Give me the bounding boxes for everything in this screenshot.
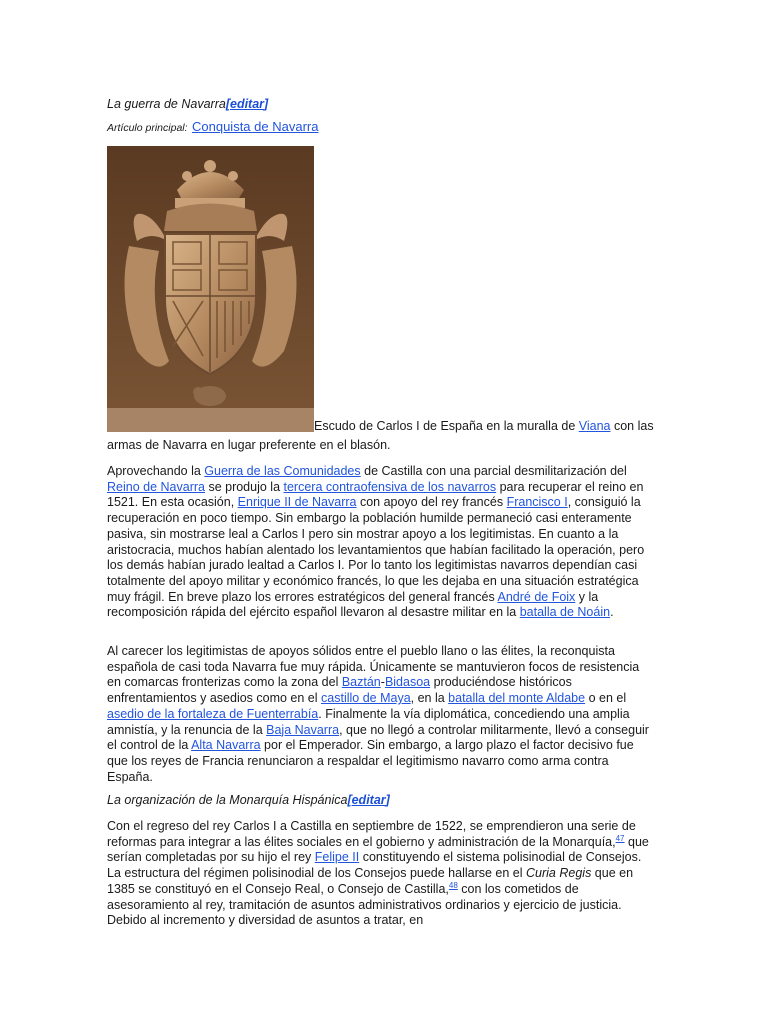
edit-bracket-open: [ xyxy=(347,793,352,807)
inline-link[interactable]: Baztán xyxy=(341,675,381,690)
paragraph-text: - xyxy=(380,675,385,690)
paragraph-text: se produjo la xyxy=(204,479,284,494)
inline-link[interactable]: Enrique II de Navarra xyxy=(237,495,357,510)
paragraph-text: o en el xyxy=(585,691,627,706)
paragraph-text: por el Emperador. Sin embargo, a largo plazo el factor decisivo fue que los reyes de Francia renunciaron a respaldar el legitimismo navarro como arma contra España. xyxy=(107,738,634,784)
caption-link-viana[interactable]: Viana xyxy=(578,419,611,433)
paragraph-text: con apoyo del rey francés xyxy=(356,495,507,510)
inline-link[interactable]: Francisco I xyxy=(506,495,568,510)
paragraph xyxy=(107,819,655,929)
paragraph-text: produciéndose históricos enfrentamientos y asedios como en el xyxy=(107,675,572,706)
paragraph-text: Con el regreso del rey Carlos I a Castilla en septiembre de 1522, se emprendieron una serie de reformas para integrar a las élites sociales en el gobierno y administración de la Monarquía, xyxy=(107,819,636,849)
main-article-label: Artículo principal: xyxy=(107,122,188,134)
coat-of-arms-image xyxy=(107,146,314,432)
edit-bracket-close: ] xyxy=(385,793,390,807)
italic-text: Curia Regis xyxy=(526,866,592,881)
inline-link[interactable]: asedio de la fortaleza de Fuenterrabía xyxy=(107,706,319,721)
edit-bracket-close: ] xyxy=(264,97,269,111)
inline-link[interactable]: batalla de Noáin xyxy=(519,605,611,620)
inline-link[interactable]: André de Foix xyxy=(497,589,576,604)
coat-of-arms-illustration xyxy=(107,146,314,432)
inline-link[interactable]: batalla del monte Aldabe xyxy=(448,691,586,706)
paragraph-text: . xyxy=(610,605,614,620)
inline-link[interactable]: Guerra de las Comunidades xyxy=(204,464,361,478)
image-caption xyxy=(107,417,655,455)
edit-bracket-open: [ xyxy=(225,97,230,111)
caption-text: Escudo de Carlos I de España en la muralla de xyxy=(314,419,579,433)
inline-link[interactable]: Reino de Navarra xyxy=(107,479,205,494)
paragraph xyxy=(107,644,655,785)
paragraph-text: con los cometidos de asesoramiento al rey, tramitación de asuntos administrativos ordinarios y ejercicio de justicia. Debido al incremento y diversidad de asuntos a tratar, en xyxy=(107,881,622,928)
section-heading-organizacion xyxy=(107,793,390,807)
paragraph-text: y la recomposición rápida del ejército español llevaron al desastre militar en la xyxy=(107,589,599,620)
inline-link[interactable]: Alta Navarra xyxy=(191,738,261,753)
paragraph-text: que serían completadas por su hijo el rey xyxy=(107,834,649,865)
main-article-note xyxy=(107,118,318,136)
edit-link[interactable]: editar xyxy=(230,97,265,111)
paragraph-text: , en la xyxy=(410,691,449,706)
paragraph-text: que en 1385 se constituyó en el Consejo Real, o Consejo de Castilla, xyxy=(107,866,634,896)
inline-link[interactable]: Felipe II xyxy=(314,850,360,865)
paragraph-text: . Finalmente la vía diplomática, concediendo una amplia amnistía, y la renuncia de la xyxy=(107,706,630,737)
section-title: La guerra de Navarra xyxy=(107,97,226,111)
caption-text-end: con las armas de Navarra en lugar preferente en el blasón. xyxy=(107,419,654,452)
paragraph-text: de Castilla con una parcial desmilitarización del xyxy=(360,464,627,478)
paragraph-text: , consiguió la recuperación en poco tiempo. Sin embargo la población humilde permaneció casi enteramente pasiva, sin mostrarse leal a Carlos I pero sin mostrar apoyo a los legitimistas. En cuanto a la aristocracia, muchos habían alentado los levantamientos que habían facilitado la operación, pero los demás habían jurado lealtad a Carlos I. Por lo tanto los legitimistas navarros dependían casi totalmente del apoyo militar y económico francés, lo que les dejaba en una situación estratégica muy frágil. En breve plazo los errores estratégicos del general francés xyxy=(107,495,645,604)
inline-link[interactable]: castillo de Maya xyxy=(321,691,411,706)
inline-link[interactable]: Bidasoa xyxy=(384,675,431,690)
paragraph-text: , que no llegó a controlar militarmente, llevó a conseguir el control de la xyxy=(107,722,649,753)
inline-link[interactable]: tercera contraofensiva de los navarros xyxy=(283,479,497,494)
paragraph-text: Aprovechando la xyxy=(107,464,205,478)
section-heading-guerra-navarra xyxy=(107,97,268,111)
citation-link[interactable]: 48 xyxy=(448,880,458,890)
paragraph xyxy=(107,464,655,621)
section-title: La organización de la Monarquía Hispánica xyxy=(107,793,348,807)
paragraph-text: para recuperar el reino en 1521. En esta ocasión, xyxy=(107,479,644,510)
main-article-link[interactable]: Conquista de Navarra xyxy=(192,119,319,134)
paragraph-text: Al carecer los legitimistas de apoyos sólidos entre el pueblo llano o las élites, la reconquista española de casi toda Navarra fue muy rápida. Únicamente se mantuvieron focos de resistencia en comarcas fronterizas como la zona del xyxy=(107,644,640,690)
paragraph-text: constituyendo el sistema polisinodial de Consejos. La estructura del régimen polisinodial de los Consejos puede hallarse en el xyxy=(107,850,642,881)
inline-link[interactable]: Baja Navarra xyxy=(266,722,340,737)
edit-link[interactable]: editar xyxy=(351,793,386,807)
citation-link[interactable]: 47 xyxy=(615,833,625,843)
